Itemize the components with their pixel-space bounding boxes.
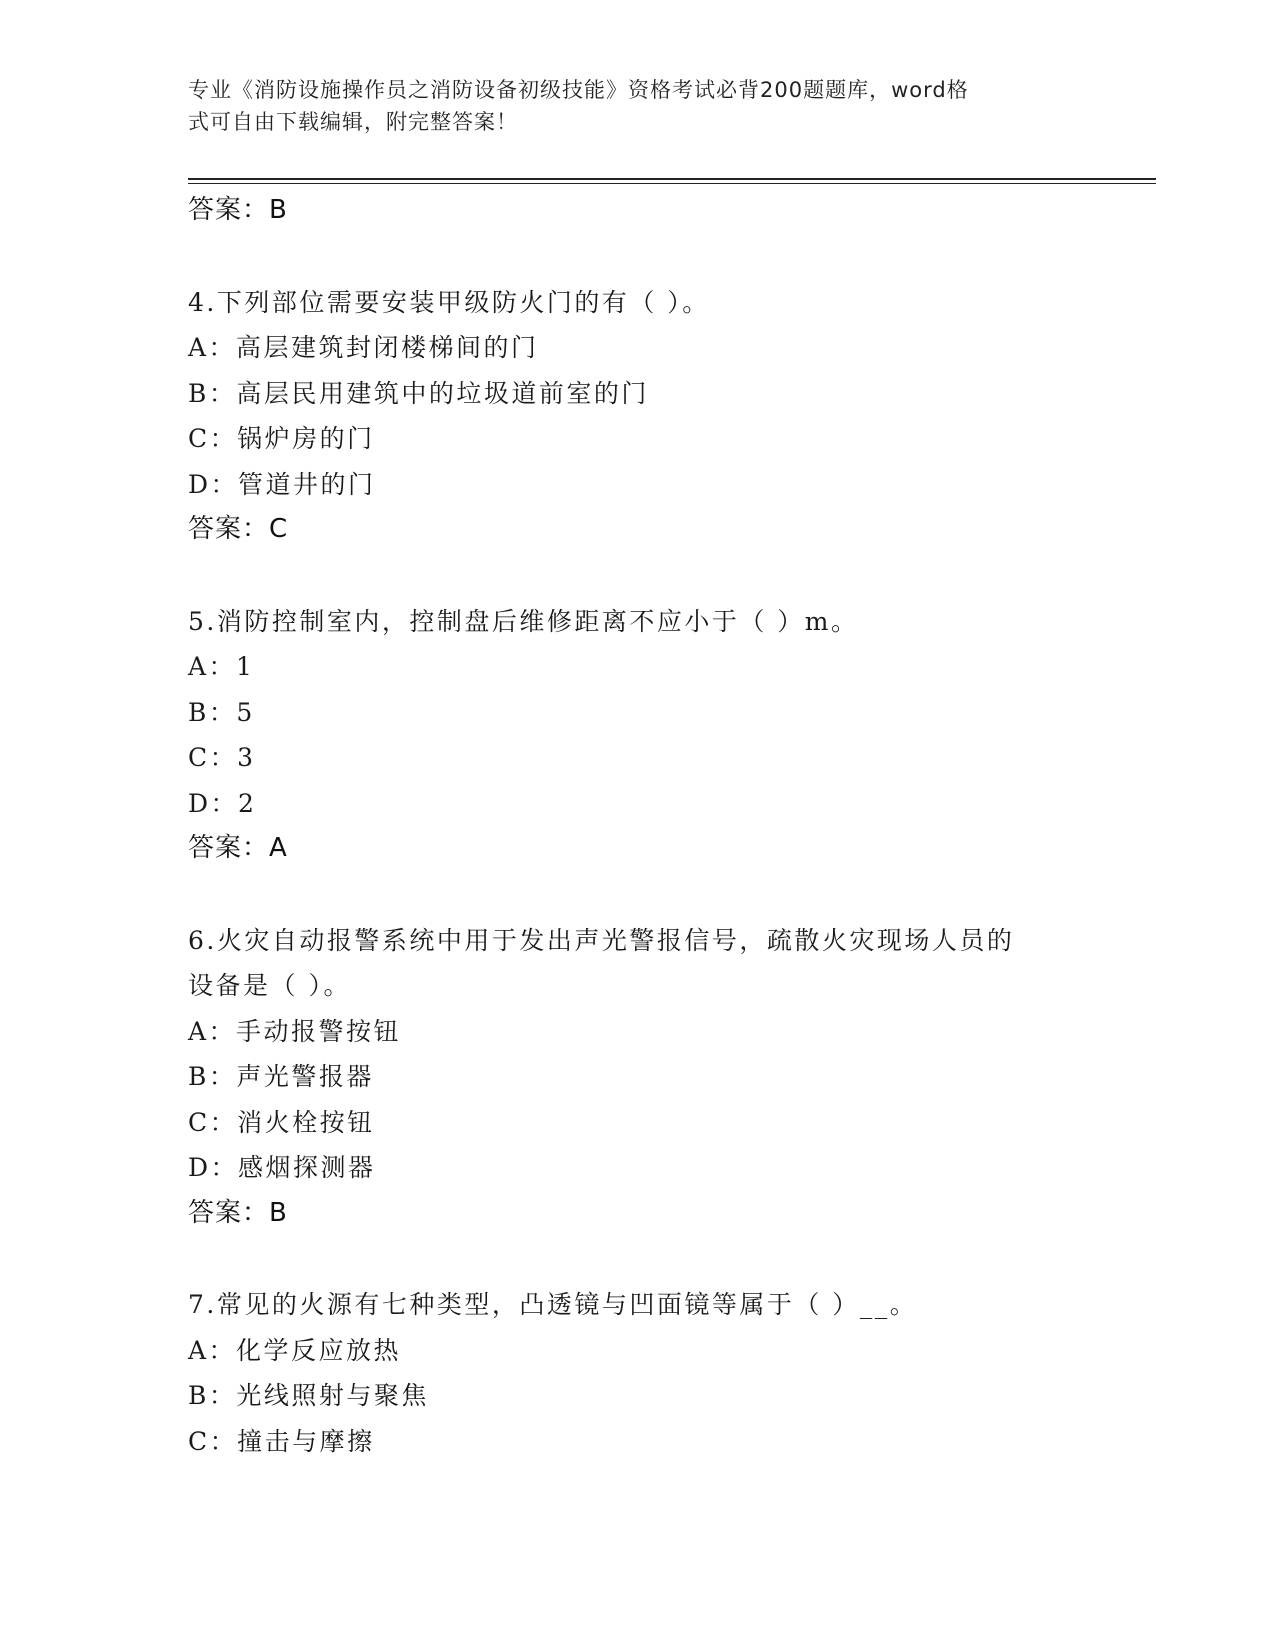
option-b: B：5 bbox=[188, 697, 255, 727]
answer: 答案：A bbox=[188, 833, 288, 863]
spacer bbox=[188, 872, 1088, 918]
option-c: C：消火栓按钮 bbox=[188, 1107, 375, 1137]
question-5 bbox=[188, 599, 1088, 872]
option-c: C：3 bbox=[188, 743, 256, 772]
option-c: C：撞击与摩擦 bbox=[188, 1426, 375, 1456]
header-line-1: 专业《消防设施操作员之消防设备初级技能》资格考试必背200题题库，word格 bbox=[188, 78, 969, 102]
question-text-line-1: 6.火灾自动报警系统中用于发出声光警报信号，疏散火灾现场人员的 bbox=[188, 925, 1015, 955]
spacer bbox=[188, 234, 1088, 280]
question-text: 4.下列部位需要安装甲级防火门的有（ ）。 bbox=[188, 287, 710, 317]
question-text: 7.常见的火源有七种类型，凸透镜与凹面镜等属于（ ）__。 bbox=[188, 1290, 918, 1319]
question-text-line-2: 设备是（ ）。 bbox=[188, 971, 351, 1000]
option-b: B：光线照射与聚焦 bbox=[188, 1381, 429, 1410]
answer: 答案：B bbox=[188, 1197, 288, 1228]
question-text: 5.消防控制室内，控制盘后维修距离不应小于（ ）m。 bbox=[188, 606, 859, 636]
header-line-2: 式可自由下载编辑，附完整答案！ bbox=[188, 110, 518, 134]
option-a: A：化学反应放热 bbox=[188, 1335, 402, 1365]
question-4 bbox=[188, 280, 1088, 553]
option-a: A：手动报警按钮 bbox=[188, 1016, 402, 1046]
question-7 bbox=[188, 1282, 1088, 1464]
question-list bbox=[188, 188, 1088, 1464]
previous-answer: 答案：B bbox=[188, 195, 288, 225]
option-a: A：1 bbox=[188, 652, 255, 681]
option-d: D：管道井的门 bbox=[188, 469, 376, 499]
question-6 bbox=[188, 918, 1088, 1237]
document-header bbox=[188, 74, 1068, 138]
header-rule-thick bbox=[188, 178, 1156, 180]
option-d: D：2 bbox=[188, 788, 257, 818]
option-b: B：高层民用建筑中的垃圾道前室的门 bbox=[188, 378, 649, 408]
header-rule-thin bbox=[188, 183, 1156, 184]
spacer bbox=[188, 553, 1088, 599]
option-c: C：锅炉房的门 bbox=[188, 424, 375, 453]
spacer bbox=[188, 1236, 1088, 1282]
option-a: A：高层建筑封闭楼梯间的门 bbox=[188, 333, 539, 362]
option-b: B：声光警报器 bbox=[188, 1062, 374, 1091]
answer: 答案：C bbox=[188, 514, 289, 544]
option-d: D：感烟探测器 bbox=[188, 1153, 376, 1182]
